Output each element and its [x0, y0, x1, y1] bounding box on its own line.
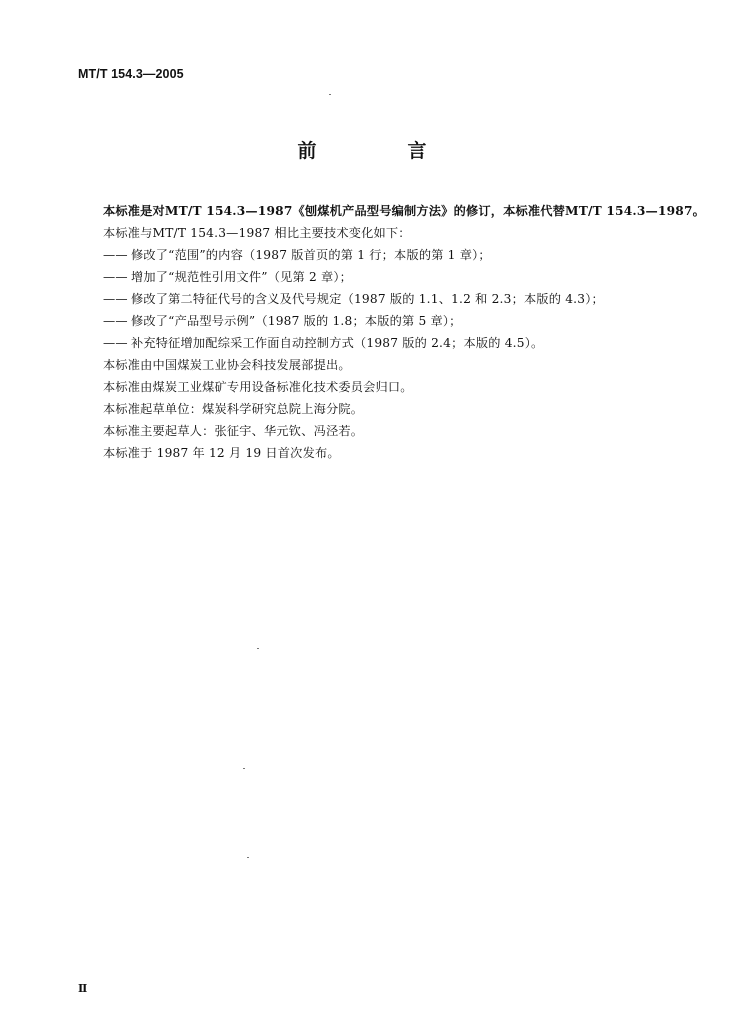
paragraph-changes-intro: 本标准与MT/T 154.3—1987 相比主要技术变化如下： — [103, 226, 411, 240]
list-item — [103, 288, 703, 310]
list-item-text: 增加了“规范性引用文件”（见第 2 章）； — [131, 270, 353, 284]
scan-speck — [329, 94, 331, 95]
scan-speck — [247, 857, 249, 858]
list-dash: —— — [103, 248, 128, 262]
paragraph-proposer: 本标准由中国煤炭工业协会科技发展部提出。 — [103, 358, 351, 372]
scan-speck — [243, 768, 245, 769]
list-dash: —— — [103, 336, 128, 350]
list-item-text: 修改了“产品型号示例”（1987 版的 1.8；本版的第 5 章）； — [131, 314, 462, 328]
paragraph-revision: 本标准是对MT/T 154.3—1987《刨煤机产品型号编制方法》的修订，本标准代替MT/T 154.3—1987。 — [103, 204, 706, 218]
page-number: Ⅱ — [78, 982, 88, 995]
list-item — [103, 266, 703, 288]
list-dash: —— — [103, 270, 128, 284]
list-item — [103, 332, 703, 354]
list-item-text: 修改了第二特征代号的含义及代号规定（1987 版的 1.1、1.2 和 2.3；本版的 4.3）； — [131, 292, 604, 306]
page-title: 前 言 — [297, 140, 463, 162]
paragraph-drafting-unit: 本标准起草单位：煤炭科学研究总院上海分院。 — [103, 402, 364, 416]
standard-code: MT/T 154.3—2005 — [78, 67, 184, 81]
list-item — [103, 310, 703, 332]
scan-speck — [257, 648, 259, 649]
list-dash: —— — [103, 314, 128, 328]
paragraph-drafters: 本标准主要起草人：张征宇、华元钦、冯泾若。 — [103, 424, 364, 438]
paragraph-committee: 本标准由煤炭工业煤矿专用设备标准化技术委员会归口。 — [103, 380, 413, 394]
foreword-body — [103, 200, 706, 464]
list-item — [103, 244, 703, 266]
list-item-text: 补充特征增加配综采工作面自动控制方式（1987 版的 2.4；本版的 4.5）。 — [131, 336, 544, 350]
list-dash: —— — [103, 292, 128, 306]
paragraph-first-published: 本标准于 1987 年 12 月 19 日首次发布。 — [103, 446, 340, 460]
list-item-text: 修改了“范围”的内容（1987 版首页的第 1 行；本版的第 1 章）； — [131, 248, 491, 262]
